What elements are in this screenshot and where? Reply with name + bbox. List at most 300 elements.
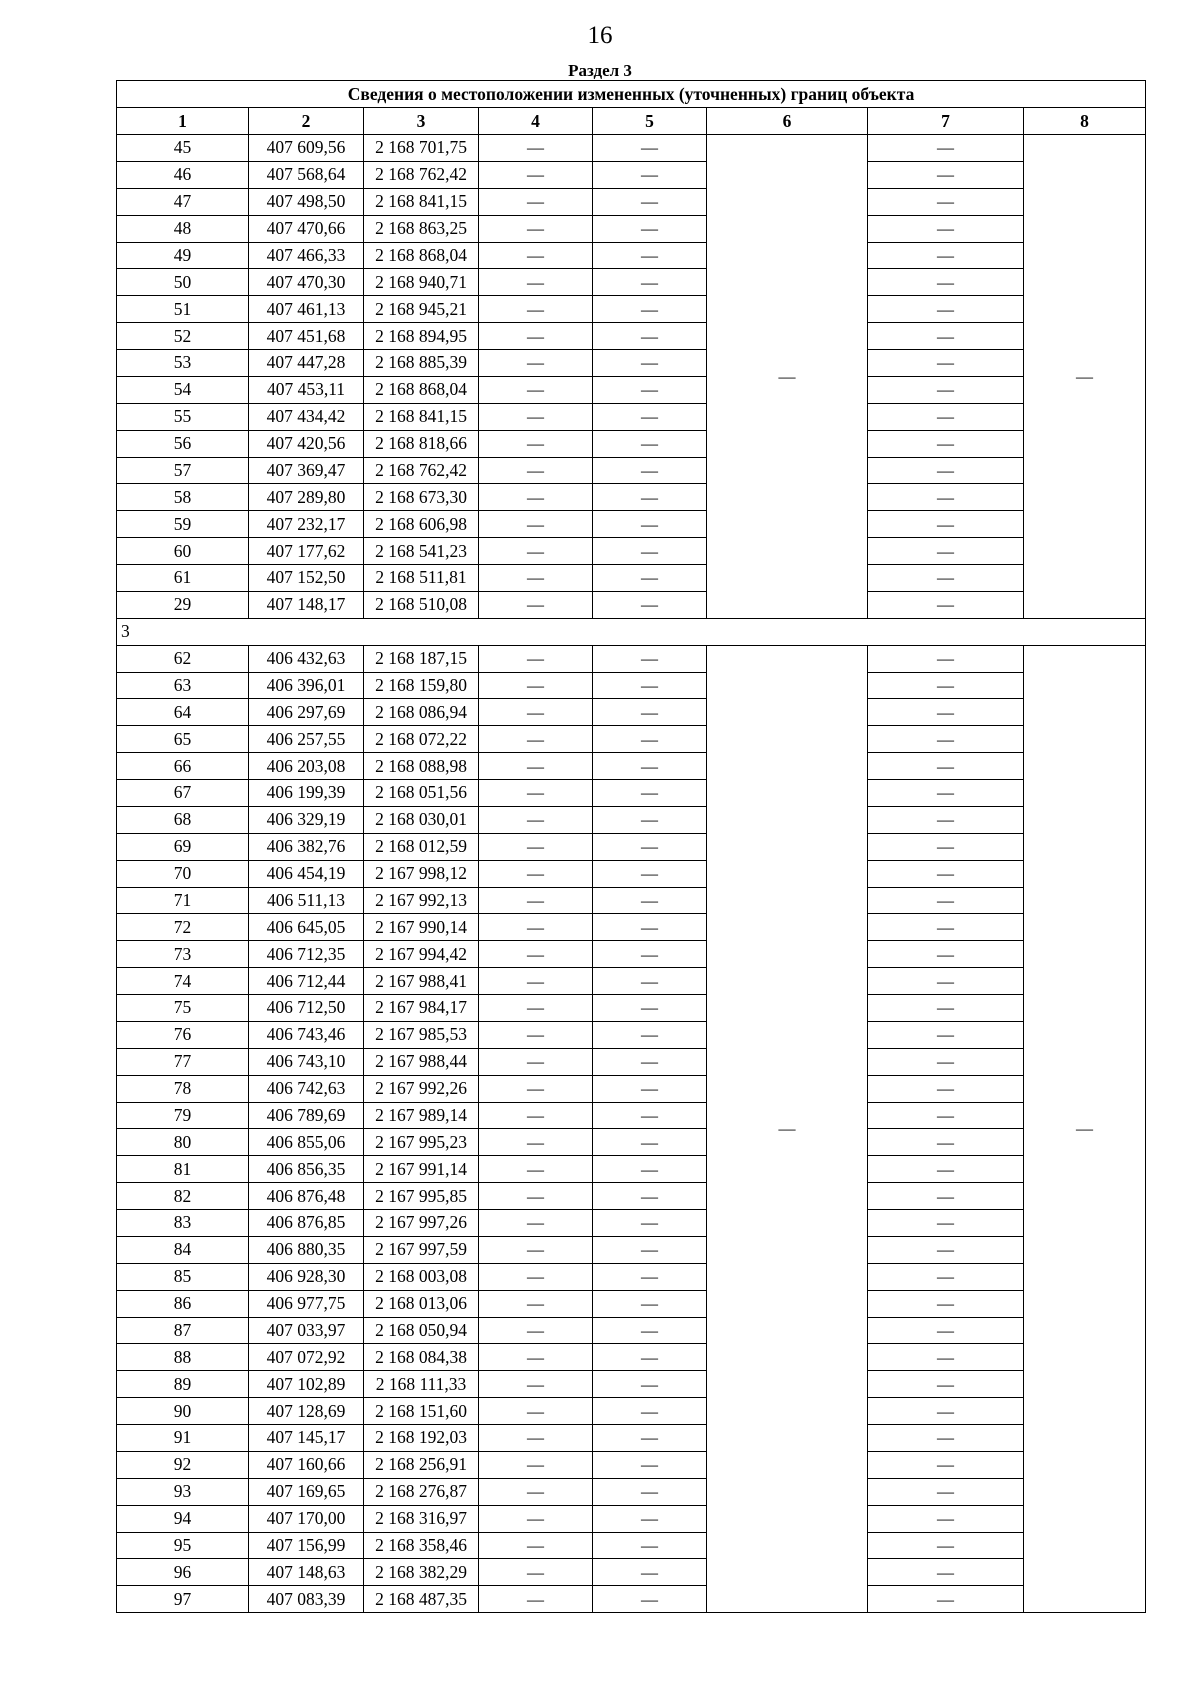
col5-dash-cell: — bbox=[593, 1021, 707, 1048]
col4-dash-cell: — bbox=[479, 430, 593, 457]
col4-dash-cell: — bbox=[479, 565, 593, 592]
col7-dash-cell: — bbox=[868, 1532, 1024, 1559]
point-number-cell: 67 bbox=[117, 780, 249, 807]
point-number-cell: 89 bbox=[117, 1371, 249, 1398]
col4-dash-cell: — bbox=[479, 1425, 593, 1452]
table-row bbox=[117, 457, 1146, 484]
coord-y-cell: 2 168 276,87 bbox=[364, 1478, 479, 1505]
point-number-cell: 57 bbox=[117, 457, 249, 484]
col4-dash-cell: — bbox=[479, 1210, 593, 1237]
col5-dash-cell: — bbox=[593, 968, 707, 995]
col5-dash-cell: — bbox=[593, 511, 707, 538]
col7-dash-cell: — bbox=[868, 941, 1024, 968]
coord-y-cell: 2 168 111,33 bbox=[364, 1371, 479, 1398]
col7-dash-cell: — bbox=[868, 1210, 1024, 1237]
col5-dash-cell: — bbox=[593, 430, 707, 457]
col5-dash-cell: — bbox=[593, 887, 707, 914]
coord-y-cell: 2 167 995,85 bbox=[364, 1183, 479, 1210]
table-row bbox=[117, 672, 1146, 699]
coord-y-cell: 2 168 606,98 bbox=[364, 511, 479, 538]
coord-y-cell: 2 168 072,22 bbox=[364, 726, 479, 753]
coord-x-cell: 406 743,46 bbox=[249, 1021, 364, 1048]
coord-x-cell: 406 712,35 bbox=[249, 941, 364, 968]
point-number-cell: 77 bbox=[117, 1048, 249, 1075]
col5-dash-cell: — bbox=[593, 1371, 707, 1398]
col7-dash-cell: — bbox=[868, 968, 1024, 995]
col4-dash-cell: — bbox=[479, 511, 593, 538]
col5-dash-cell: — bbox=[593, 1425, 707, 1452]
point-number-cell: 69 bbox=[117, 833, 249, 860]
point-number-cell: 95 bbox=[117, 1532, 249, 1559]
coord-y-cell: 2 168 511,81 bbox=[364, 565, 479, 592]
col7-dash-cell: — bbox=[868, 215, 1024, 242]
point-number-cell: 85 bbox=[117, 1263, 249, 1290]
col4-dash-cell: — bbox=[479, 1102, 593, 1129]
coord-y-cell: 2 168 945,21 bbox=[364, 296, 479, 323]
column-header-8: 8 bbox=[1024, 108, 1146, 135]
coord-y-cell: 2 168 013,06 bbox=[364, 1290, 479, 1317]
table-row bbox=[117, 1156, 1146, 1183]
col5-dash-cell: — bbox=[593, 645, 707, 672]
table-row bbox=[117, 296, 1146, 323]
table-row bbox=[117, 1586, 1146, 1613]
coord-y-cell: 2 168 510,08 bbox=[364, 591, 479, 618]
col4-dash-cell: — bbox=[479, 995, 593, 1022]
coord-x-cell: 407 470,30 bbox=[249, 269, 364, 296]
coord-y-cell: 2 168 487,35 bbox=[364, 1586, 479, 1613]
table-row bbox=[117, 699, 1146, 726]
table-row bbox=[117, 269, 1146, 296]
point-number-cell: 73 bbox=[117, 941, 249, 968]
coord-x-cell: 406 789,69 bbox=[249, 1102, 364, 1129]
col7-dash-cell: — bbox=[868, 1505, 1024, 1532]
coord-y-cell: 2 168 159,80 bbox=[364, 672, 479, 699]
col7-dash-cell: — bbox=[868, 538, 1024, 565]
col5-dash-cell: — bbox=[593, 457, 707, 484]
col4-dash-cell: — bbox=[479, 269, 593, 296]
col4-dash-cell: — bbox=[479, 1290, 593, 1317]
coord-y-cell: 2 167 989,14 bbox=[364, 1102, 479, 1129]
col5-dash-cell: — bbox=[593, 242, 707, 269]
coord-x-cell: 406 712,44 bbox=[249, 968, 364, 995]
coord-y-cell: 2 168 762,42 bbox=[364, 161, 479, 188]
table-row bbox=[117, 887, 1146, 914]
point-number-cell: 93 bbox=[117, 1478, 249, 1505]
col5-dash-cell: — bbox=[593, 833, 707, 860]
col7-dash-cell: — bbox=[868, 995, 1024, 1022]
col5-dash-cell: — bbox=[593, 672, 707, 699]
point-number-cell: 97 bbox=[117, 1586, 249, 1613]
point-number-cell: 50 bbox=[117, 269, 249, 296]
col4-dash-cell: — bbox=[479, 1129, 593, 1156]
col7-dash-cell: — bbox=[868, 403, 1024, 430]
coord-x-cell: 406 199,39 bbox=[249, 780, 364, 807]
col7-dash-cell: — bbox=[868, 135, 1024, 162]
col4-dash-cell: — bbox=[479, 484, 593, 511]
point-number-cell: 87 bbox=[117, 1317, 249, 1344]
point-number-cell: 74 bbox=[117, 968, 249, 995]
point-number-cell: 59 bbox=[117, 511, 249, 538]
coord-y-cell: 2 168 192,03 bbox=[364, 1425, 479, 1452]
coord-x-cell: 407 289,80 bbox=[249, 484, 364, 511]
point-number-cell: 78 bbox=[117, 1075, 249, 1102]
col4-dash-cell: — bbox=[479, 1317, 593, 1344]
coord-y-cell: 2 168 818,66 bbox=[364, 430, 479, 457]
col5-dash-cell: — bbox=[593, 1586, 707, 1613]
table-row bbox=[117, 376, 1146, 403]
coord-y-cell: 2 167 995,23 bbox=[364, 1129, 479, 1156]
column-header-3: 3 bbox=[364, 108, 479, 135]
point-number-cell: 75 bbox=[117, 995, 249, 1022]
col4-dash-cell: — bbox=[479, 887, 593, 914]
col7-dash-cell: — bbox=[868, 887, 1024, 914]
table-row bbox=[117, 941, 1146, 968]
col5-dash-cell: — bbox=[593, 1263, 707, 1290]
col5-dash-cell: — bbox=[593, 161, 707, 188]
coord-y-cell: 2 168 894,95 bbox=[364, 323, 479, 350]
table-row bbox=[117, 403, 1146, 430]
col5-dash-cell: — bbox=[593, 780, 707, 807]
col5-dash-cell: — bbox=[593, 188, 707, 215]
coord-y-cell: 2 168 003,08 bbox=[364, 1263, 479, 1290]
coord-x-cell: 406 454,19 bbox=[249, 860, 364, 887]
point-number-cell: 45 bbox=[117, 135, 249, 162]
point-number-cell: 79 bbox=[117, 1102, 249, 1129]
col7-dash-cell: — bbox=[868, 188, 1024, 215]
col5-dash-cell: — bbox=[593, 350, 707, 377]
col7-dash-cell: — bbox=[868, 484, 1024, 511]
coord-x-cell: 407 498,50 bbox=[249, 188, 364, 215]
point-number-cell: 62 bbox=[117, 645, 249, 672]
point-number-cell: 92 bbox=[117, 1451, 249, 1478]
coord-x-cell: 406 742,63 bbox=[249, 1075, 364, 1102]
point-number-cell: 71 bbox=[117, 887, 249, 914]
col8-merged-dash-cell: — bbox=[1024, 645, 1146, 1613]
coord-x-cell: 407 461,13 bbox=[249, 296, 364, 323]
col7-dash-cell: — bbox=[868, 269, 1024, 296]
col7-dash-cell: — bbox=[868, 376, 1024, 403]
col7-dash-cell: — bbox=[868, 565, 1024, 592]
table-row bbox=[117, 135, 1146, 162]
table-row bbox=[117, 753, 1146, 780]
col5-dash-cell: — bbox=[593, 1451, 707, 1478]
col7-dash-cell: — bbox=[868, 1398, 1024, 1425]
point-number-cell: 48 bbox=[117, 215, 249, 242]
point-number-cell: 84 bbox=[117, 1236, 249, 1263]
col7-dash-cell: — bbox=[868, 430, 1024, 457]
table-row bbox=[117, 1210, 1146, 1237]
col4-dash-cell: — bbox=[479, 941, 593, 968]
coord-y-cell: 2 167 992,13 bbox=[364, 887, 479, 914]
point-number-cell: 58 bbox=[117, 484, 249, 511]
coord-y-cell: 2 168 088,98 bbox=[364, 753, 479, 780]
col4-dash-cell: — bbox=[479, 538, 593, 565]
col5-dash-cell: — bbox=[593, 1129, 707, 1156]
col5-dash-cell: — bbox=[593, 296, 707, 323]
col4-dash-cell: — bbox=[479, 296, 593, 323]
coord-x-cell: 407 369,47 bbox=[249, 457, 364, 484]
col7-dash-cell: — bbox=[868, 511, 1024, 538]
coord-x-cell: 407 420,56 bbox=[249, 430, 364, 457]
table-row bbox=[117, 1021, 1146, 1048]
column-header-row bbox=[117, 108, 1146, 135]
column-header-6: 6 bbox=[707, 108, 868, 135]
coord-x-cell: 406 856,35 bbox=[249, 1156, 364, 1183]
point-number-cell: 70 bbox=[117, 860, 249, 887]
coord-y-cell: 2 168 701,75 bbox=[364, 135, 479, 162]
coord-y-cell: 2 168 151,60 bbox=[364, 1398, 479, 1425]
coord-y-cell: 2 168 382,29 bbox=[364, 1559, 479, 1586]
point-number-cell: 29 bbox=[117, 591, 249, 618]
table-row bbox=[117, 1102, 1146, 1129]
col4-dash-cell: — bbox=[479, 161, 593, 188]
col7-dash-cell: — bbox=[868, 833, 1024, 860]
col7-dash-cell: — bbox=[868, 726, 1024, 753]
col5-dash-cell: — bbox=[593, 1398, 707, 1425]
coord-x-cell: 407 145,17 bbox=[249, 1425, 364, 1452]
contour-label-row bbox=[117, 618, 1146, 645]
col5-dash-cell: — bbox=[593, 1075, 707, 1102]
point-number-cell: 82 bbox=[117, 1183, 249, 1210]
table-row bbox=[117, 726, 1146, 753]
table-row bbox=[117, 323, 1146, 350]
coord-y-cell: 2 168 030,01 bbox=[364, 806, 479, 833]
col5-dash-cell: — bbox=[593, 753, 707, 780]
column-header-7: 7 bbox=[868, 108, 1024, 135]
page-number: 16 bbox=[587, 22, 613, 49]
col4-dash-cell: — bbox=[479, 1586, 593, 1613]
column-header-5: 5 bbox=[593, 108, 707, 135]
col4-dash-cell: — bbox=[479, 242, 593, 269]
col4-dash-cell: — bbox=[479, 188, 593, 215]
col5-dash-cell: — bbox=[593, 376, 707, 403]
col7-dash-cell: — bbox=[868, 296, 1024, 323]
coord-y-cell: 2 167 997,59 bbox=[364, 1236, 479, 1263]
col4-dash-cell: — bbox=[479, 726, 593, 753]
col4-dash-cell: — bbox=[479, 1021, 593, 1048]
col5-dash-cell: — bbox=[593, 1559, 707, 1586]
table-row bbox=[117, 242, 1146, 269]
table-row bbox=[117, 1129, 1146, 1156]
table-row bbox=[117, 1478, 1146, 1505]
col5-dash-cell: — bbox=[593, 1183, 707, 1210]
table-row bbox=[117, 538, 1146, 565]
coord-y-cell: 2 168 012,59 bbox=[364, 833, 479, 860]
table-row bbox=[117, 1263, 1146, 1290]
table-row bbox=[117, 860, 1146, 887]
col4-dash-cell: — bbox=[479, 1263, 593, 1290]
point-number-cell: 80 bbox=[117, 1129, 249, 1156]
col5-dash-cell: — bbox=[593, 538, 707, 565]
table-row bbox=[117, 1317, 1146, 1344]
col5-dash-cell: — bbox=[593, 1102, 707, 1129]
coord-y-cell: 2 168 187,15 bbox=[364, 645, 479, 672]
point-number-cell: 64 bbox=[117, 699, 249, 726]
table-row bbox=[117, 780, 1146, 807]
point-number-cell: 68 bbox=[117, 806, 249, 833]
coord-y-cell: 2 168 841,15 bbox=[364, 188, 479, 215]
table-row bbox=[117, 484, 1146, 511]
coord-x-cell: 406 977,75 bbox=[249, 1290, 364, 1317]
col4-dash-cell: — bbox=[479, 672, 593, 699]
col5-dash-cell: — bbox=[593, 1290, 707, 1317]
table-row bbox=[117, 806, 1146, 833]
coord-y-cell: 2 167 998,12 bbox=[364, 860, 479, 887]
coord-y-cell: 2 168 316,97 bbox=[364, 1505, 479, 1532]
col5-dash-cell: — bbox=[593, 591, 707, 618]
coord-x-cell: 406 712,50 bbox=[249, 995, 364, 1022]
col4-dash-cell: — bbox=[479, 780, 593, 807]
col4-dash-cell: — bbox=[479, 968, 593, 995]
col7-dash-cell: — bbox=[868, 323, 1024, 350]
col4-dash-cell: — bbox=[479, 1075, 593, 1102]
col5-dash-cell: — bbox=[593, 914, 707, 941]
coord-y-cell: 2 167 991,14 bbox=[364, 1156, 479, 1183]
col7-dash-cell: — bbox=[868, 1290, 1024, 1317]
table-row bbox=[117, 914, 1146, 941]
col7-dash-cell: — bbox=[868, 1183, 1024, 1210]
col4-dash-cell: — bbox=[479, 135, 593, 162]
col7-dash-cell: — bbox=[868, 1263, 1024, 1290]
point-number-cell: 51 bbox=[117, 296, 249, 323]
col5-dash-cell: — bbox=[593, 215, 707, 242]
table-row bbox=[117, 1532, 1146, 1559]
coord-y-cell: 2 168 863,25 bbox=[364, 215, 479, 242]
col7-dash-cell: — bbox=[868, 699, 1024, 726]
col7-dash-cell: — bbox=[868, 1236, 1024, 1263]
coord-x-cell: 406 928,30 bbox=[249, 1263, 364, 1290]
table-row bbox=[117, 1398, 1146, 1425]
point-number-cell: 91 bbox=[117, 1425, 249, 1452]
col4-dash-cell: — bbox=[479, 215, 593, 242]
table-row bbox=[117, 1344, 1146, 1371]
point-number-cell: 52 bbox=[117, 323, 249, 350]
coord-x-cell: 407 170,00 bbox=[249, 1505, 364, 1532]
point-number-cell: 54 bbox=[117, 376, 249, 403]
point-number-cell: 83 bbox=[117, 1210, 249, 1237]
coord-y-cell: 2 168 541,23 bbox=[364, 538, 479, 565]
coord-x-cell: 406 329,19 bbox=[249, 806, 364, 833]
coord-x-cell: 407 083,39 bbox=[249, 1586, 364, 1613]
table-row bbox=[117, 833, 1146, 860]
point-number-cell: 66 bbox=[117, 753, 249, 780]
contour-number: 3 bbox=[117, 618, 1146, 645]
col7-dash-cell: — bbox=[868, 1021, 1024, 1048]
coord-x-cell: 406 396,01 bbox=[249, 672, 364, 699]
coord-y-cell: 2 167 997,26 bbox=[364, 1210, 479, 1237]
point-number-cell: 60 bbox=[117, 538, 249, 565]
coord-y-cell: 2 168 050,94 bbox=[364, 1317, 479, 1344]
col5-dash-cell: — bbox=[593, 1505, 707, 1532]
col5-dash-cell: — bbox=[593, 806, 707, 833]
col7-dash-cell: — bbox=[868, 672, 1024, 699]
col6-merged-dash-cell: — bbox=[707, 645, 868, 1613]
table-row bbox=[117, 1505, 1146, 1532]
table-row bbox=[117, 1559, 1146, 1586]
col4-dash-cell: — bbox=[479, 403, 593, 430]
col4-dash-cell: — bbox=[479, 645, 593, 672]
coord-y-cell: 2 168 086,94 bbox=[364, 699, 479, 726]
col7-dash-cell: — bbox=[868, 1102, 1024, 1129]
col7-dash-cell: — bbox=[868, 780, 1024, 807]
table-row bbox=[117, 1236, 1146, 1263]
col5-dash-cell: — bbox=[593, 860, 707, 887]
table-row bbox=[117, 1048, 1146, 1075]
coord-x-cell: 406 432,63 bbox=[249, 645, 364, 672]
table-row bbox=[117, 1075, 1146, 1102]
table-caption: Сведения о местоположении измененных (уточненных) границ объекта bbox=[117, 81, 1146, 108]
coord-x-cell: 406 876,48 bbox=[249, 1183, 364, 1210]
col5-dash-cell: — bbox=[593, 323, 707, 350]
col4-dash-cell: — bbox=[479, 860, 593, 887]
coord-x-cell: 407 568,64 bbox=[249, 161, 364, 188]
coord-y-cell: 2 168 885,39 bbox=[364, 350, 479, 377]
col4-dash-cell: — bbox=[479, 323, 593, 350]
col4-dash-cell: — bbox=[479, 1183, 593, 1210]
col4-dash-cell: — bbox=[479, 914, 593, 941]
coord-y-cell: 2 168 762,42 bbox=[364, 457, 479, 484]
table-row bbox=[117, 1425, 1146, 1452]
col7-dash-cell: — bbox=[868, 350, 1024, 377]
col4-dash-cell: — bbox=[479, 1398, 593, 1425]
point-number-cell: 49 bbox=[117, 242, 249, 269]
table-row bbox=[117, 968, 1146, 995]
point-number-cell: 94 bbox=[117, 1505, 249, 1532]
coord-x-cell: 407 447,28 bbox=[249, 350, 364, 377]
coord-x-cell: 406 203,08 bbox=[249, 753, 364, 780]
point-number-cell: 81 bbox=[117, 1156, 249, 1183]
coord-x-cell: 407 434,42 bbox=[249, 403, 364, 430]
coord-x-cell: 407 177,62 bbox=[249, 538, 364, 565]
coord-y-cell: 2 167 985,53 bbox=[364, 1021, 479, 1048]
col5-dash-cell: — bbox=[593, 1210, 707, 1237]
col5-dash-cell: — bbox=[593, 726, 707, 753]
point-number-cell: 88 bbox=[117, 1344, 249, 1371]
table-body bbox=[117, 135, 1146, 1613]
col5-dash-cell: — bbox=[593, 1236, 707, 1263]
table-row bbox=[117, 511, 1146, 538]
col7-dash-cell: — bbox=[868, 1559, 1024, 1586]
col5-dash-cell: — bbox=[593, 1478, 707, 1505]
point-number-cell: 90 bbox=[117, 1398, 249, 1425]
col4-dash-cell: — bbox=[479, 699, 593, 726]
col4-dash-cell: — bbox=[479, 376, 593, 403]
col5-dash-cell: — bbox=[593, 135, 707, 162]
coord-x-cell: 406 645,05 bbox=[249, 914, 364, 941]
col7-dash-cell: — bbox=[868, 1478, 1024, 1505]
coord-y-cell: 2 167 988,41 bbox=[364, 968, 479, 995]
table-row bbox=[117, 565, 1146, 592]
col7-dash-cell: — bbox=[868, 242, 1024, 269]
table-row bbox=[117, 350, 1146, 377]
coord-y-cell: 2 167 992,26 bbox=[364, 1075, 479, 1102]
point-number-cell: 72 bbox=[117, 914, 249, 941]
coord-x-cell: 406 855,06 bbox=[249, 1129, 364, 1156]
col4-dash-cell: — bbox=[479, 591, 593, 618]
coord-x-cell: 407 072,92 bbox=[249, 1344, 364, 1371]
col5-dash-cell: — bbox=[593, 941, 707, 968]
col7-dash-cell: — bbox=[868, 806, 1024, 833]
coord-y-cell: 2 168 051,56 bbox=[364, 780, 479, 807]
coord-x-cell: 406 880,35 bbox=[249, 1236, 364, 1263]
coord-y-cell: 2 168 868,04 bbox=[364, 242, 479, 269]
coord-x-cell: 406 511,13 bbox=[249, 887, 364, 914]
col7-dash-cell: — bbox=[868, 1129, 1024, 1156]
col5-dash-cell: — bbox=[593, 1156, 707, 1183]
coord-y-cell: 2 167 988,44 bbox=[364, 1048, 479, 1075]
col7-dash-cell: — bbox=[868, 1586, 1024, 1613]
point-number-cell: 47 bbox=[117, 188, 249, 215]
